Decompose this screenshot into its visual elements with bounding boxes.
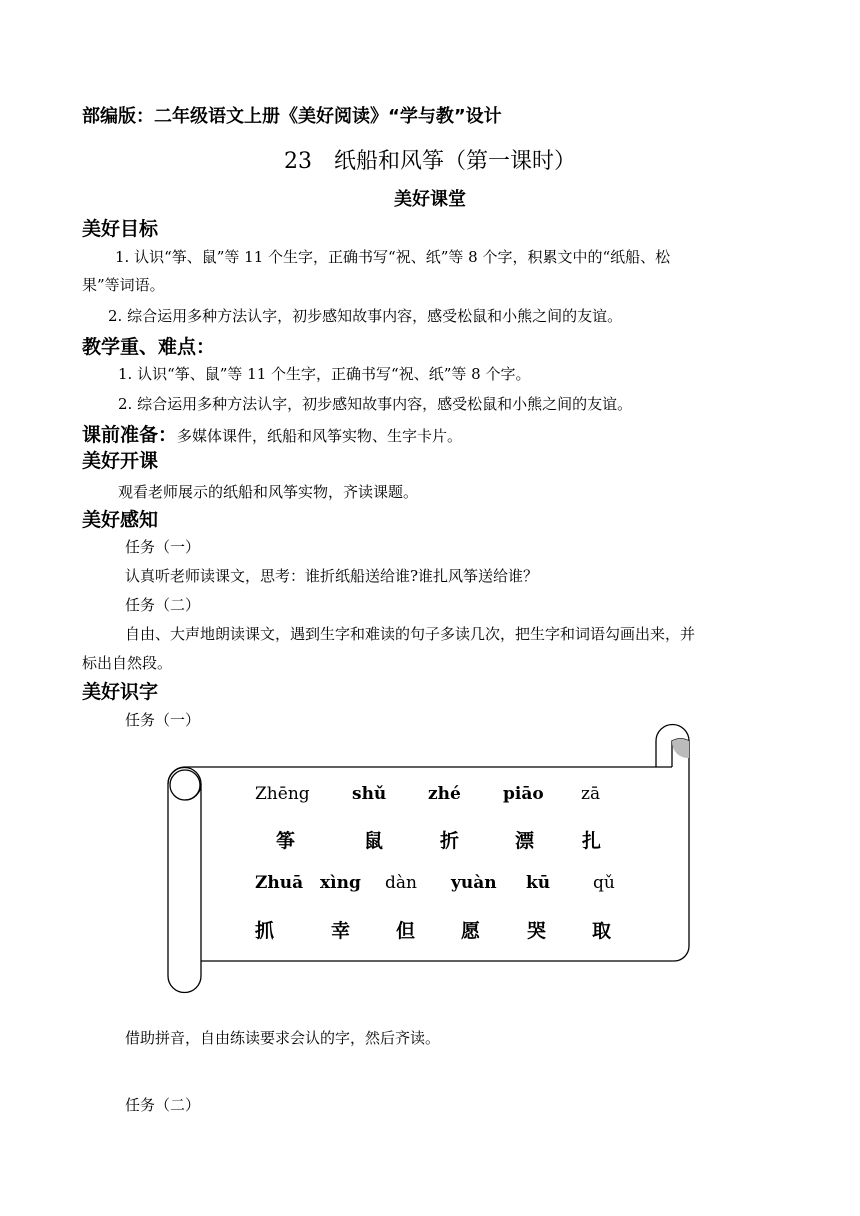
- section-subtitle: 美好课堂: [394, 189, 466, 210]
- char-zhe: 折: [440, 830, 460, 852]
- perception-task-2-line-1: 自由、大声地朗读课文，遇到生字和难读的句子多读几次，把生字和词语勾画出来，并: [125, 625, 696, 643]
- char-qu: 取: [592, 920, 612, 942]
- goal-item-1-line-1: 1. 认识“筝、鼠”等 11 个生字，正确书写“祝、纸”等 8 个字，积累文中的“纸船、松: [115, 248, 671, 266]
- char-zhua: 抓: [255, 920, 275, 942]
- pinyin-shu: shǔ: [352, 784, 387, 804]
- char-shu: 鼠: [364, 830, 384, 852]
- pinyin-zhua: Zhuā: [255, 873, 304, 893]
- pinyin-qu: qǔ: [593, 873, 615, 893]
- prep-label: 课前准备：: [82, 424, 178, 446]
- pinyin-yuan: yuàn: [451, 873, 497, 893]
- scroll-curl-shade: [672, 739, 689, 758]
- char-ku: 哭: [527, 920, 547, 942]
- goal-item-2: 2. 综合运用多种方法认字，初步感知故事内容，感受松鼠和小熊之间的友谊。: [108, 307, 623, 325]
- literacy-after-scroll-text: 借助拼音，自由练读要求会认的字，然后齐读。: [125, 1029, 441, 1047]
- char-za: 扎: [582, 830, 602, 852]
- prep-text: 多媒体课件，纸船和风筝实物、生字卡片。: [177, 427, 463, 445]
- perception-task-2: 任务（二）: [125, 596, 201, 614]
- keypoint-item-1: 1. 认识“筝、鼠”等 11 个生字，正确书写“祝、纸”等 8 个字。: [118, 365, 531, 383]
- pinyin-zhe: zhé: [428, 784, 461, 804]
- pinyin-dan: dàn: [385, 873, 417, 893]
- literacy-heading: 美好识字: [82, 681, 159, 703]
- perception-heading: 美好感知: [82, 509, 159, 531]
- opening-text: 观看老师展示的纸船和风筝实物，齐读课题。: [118, 483, 419, 501]
- lesson-title: 23 纸船和风筝（第一课时）: [284, 149, 576, 174]
- char-zheng: 筝: [276, 830, 296, 852]
- document-header: 部编版：二年级语文上册《美好阅读》“学与教”设计: [82, 106, 502, 127]
- pinyin-piao: piāo: [503, 784, 544, 804]
- pinyin-ku: kū: [526, 873, 551, 893]
- pinyin-za: zā: [581, 784, 601, 804]
- pinyin-xing: xìng: [320, 873, 361, 893]
- char-dan: 但: [396, 920, 416, 942]
- keypoint-item-2: 2. 综合运用多种方法认字，初步感知故事内容，感受松鼠和小熊之间的友谊。: [118, 395, 633, 413]
- literacy-task-2: 任务（二）: [125, 1096, 201, 1114]
- keypoints-heading: 教学重、难点：: [82, 336, 216, 358]
- literacy-task-1: 任务（一）: [125, 711, 201, 729]
- perception-task-1-text: 认真听老师读课文，思考：谁折纸船送给谁?谁扎风筝送给谁？: [125, 567, 539, 585]
- opening-heading: 美好开课: [82, 450, 159, 472]
- goal-item-1-line-2: 果”等词语。: [82, 276, 165, 294]
- perception-task-1: 任务（一）: [125, 538, 201, 556]
- char-yuan: 愿: [461, 920, 481, 942]
- perception-task-2-line-2: 标出自然段。: [82, 654, 173, 672]
- char-piao: 漂: [515, 830, 535, 852]
- pinyin-zheng: Zhēng: [255, 784, 310, 804]
- goals-heading: 美好目标: [82, 218, 159, 240]
- char-xing: 幸: [331, 920, 351, 942]
